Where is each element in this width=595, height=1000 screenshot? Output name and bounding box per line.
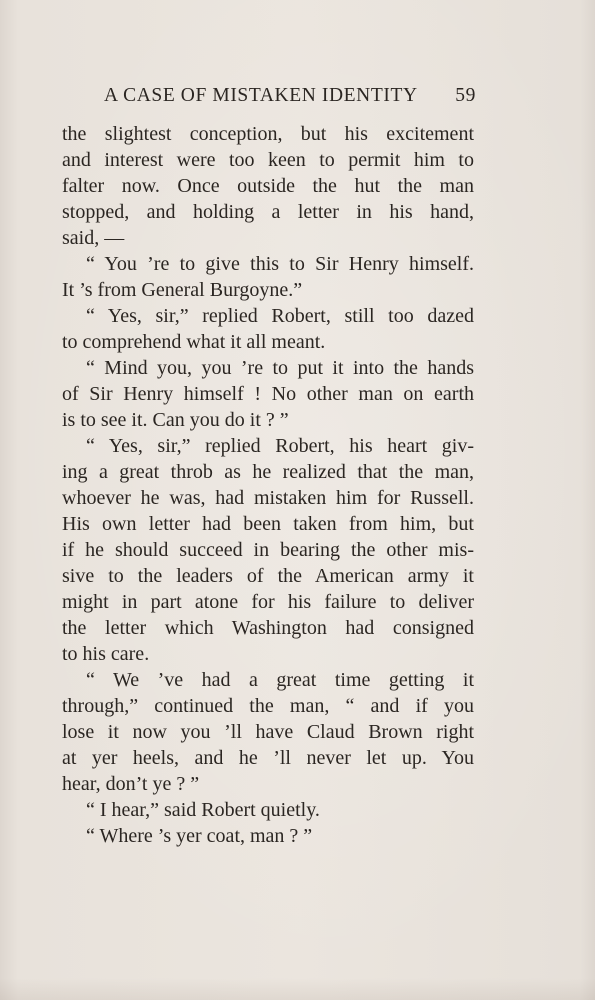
running-title: A CASE OF MISTAKEN IDENTITY [104, 85, 418, 106]
text-line: and interest were too keen to permit him to [62, 149, 474, 171]
text-line: falter now. Once outside the hut the man [62, 175, 474, 197]
text-line: It ’s from General Burgoyne.” [62, 279, 303, 301]
text-line: might in part atone for his failure to deliver [62, 591, 474, 613]
text-line: the letter which Washington had consigned [62, 617, 474, 639]
text-line: said, — [62, 227, 125, 249]
text-line: of Sir Henry himself ! No other man on earth [62, 383, 474, 405]
text-line: “ You ’re to give this to Sir Henry himself. [86, 253, 474, 275]
text-line: if he should succeed in bearing the other mis- [62, 539, 474, 561]
text-line: at yer heels, and he ’ll never let up. You [62, 747, 474, 769]
text-line: ing a great throb as he realized that the man, [62, 461, 474, 483]
page-number: 59 [455, 85, 476, 106]
page-edge-shadow [0, 978, 595, 1000]
text-line: “ Where ’s yer coat, man ? ” [86, 825, 313, 847]
text-line: sive to the leaders of the American army it [62, 565, 474, 587]
text-line: “ We ’ve had a great time getting it [86, 669, 474, 691]
text-line: the slightest conception, but his excitement [62, 123, 474, 145]
text-line: through,” continued the man, “ and if you [62, 695, 474, 717]
text-line: hear, don’t ye ? ” [62, 773, 200, 795]
text-line: is to see it. Can you do it ? ” [62, 409, 289, 431]
text-line: stopped, and holding a letter in his hand, [62, 201, 474, 223]
text-line: to comprehend what it all meant. [62, 331, 326, 353]
text-line: “ I hear,” said Robert quietly. [86, 799, 320, 821]
text-line: whoever he was, had mistaken him for Russell. [62, 487, 474, 509]
text-line: to his care. [62, 643, 150, 665]
running-header [104, 85, 476, 109]
text-line: lose it now you ’ll have Claud Brown right [62, 721, 474, 743]
text-line: “ Yes, sir,” replied Robert, still too dazed [86, 305, 474, 327]
text-line: His own letter had been taken from him, but [62, 513, 474, 535]
text-line: “ Mind you, you ’re to put it into the hands [86, 357, 474, 379]
body-text [62, 121, 474, 849]
text-line: “ Yes, sir,” replied Robert, his heart giv- [86, 435, 474, 457]
